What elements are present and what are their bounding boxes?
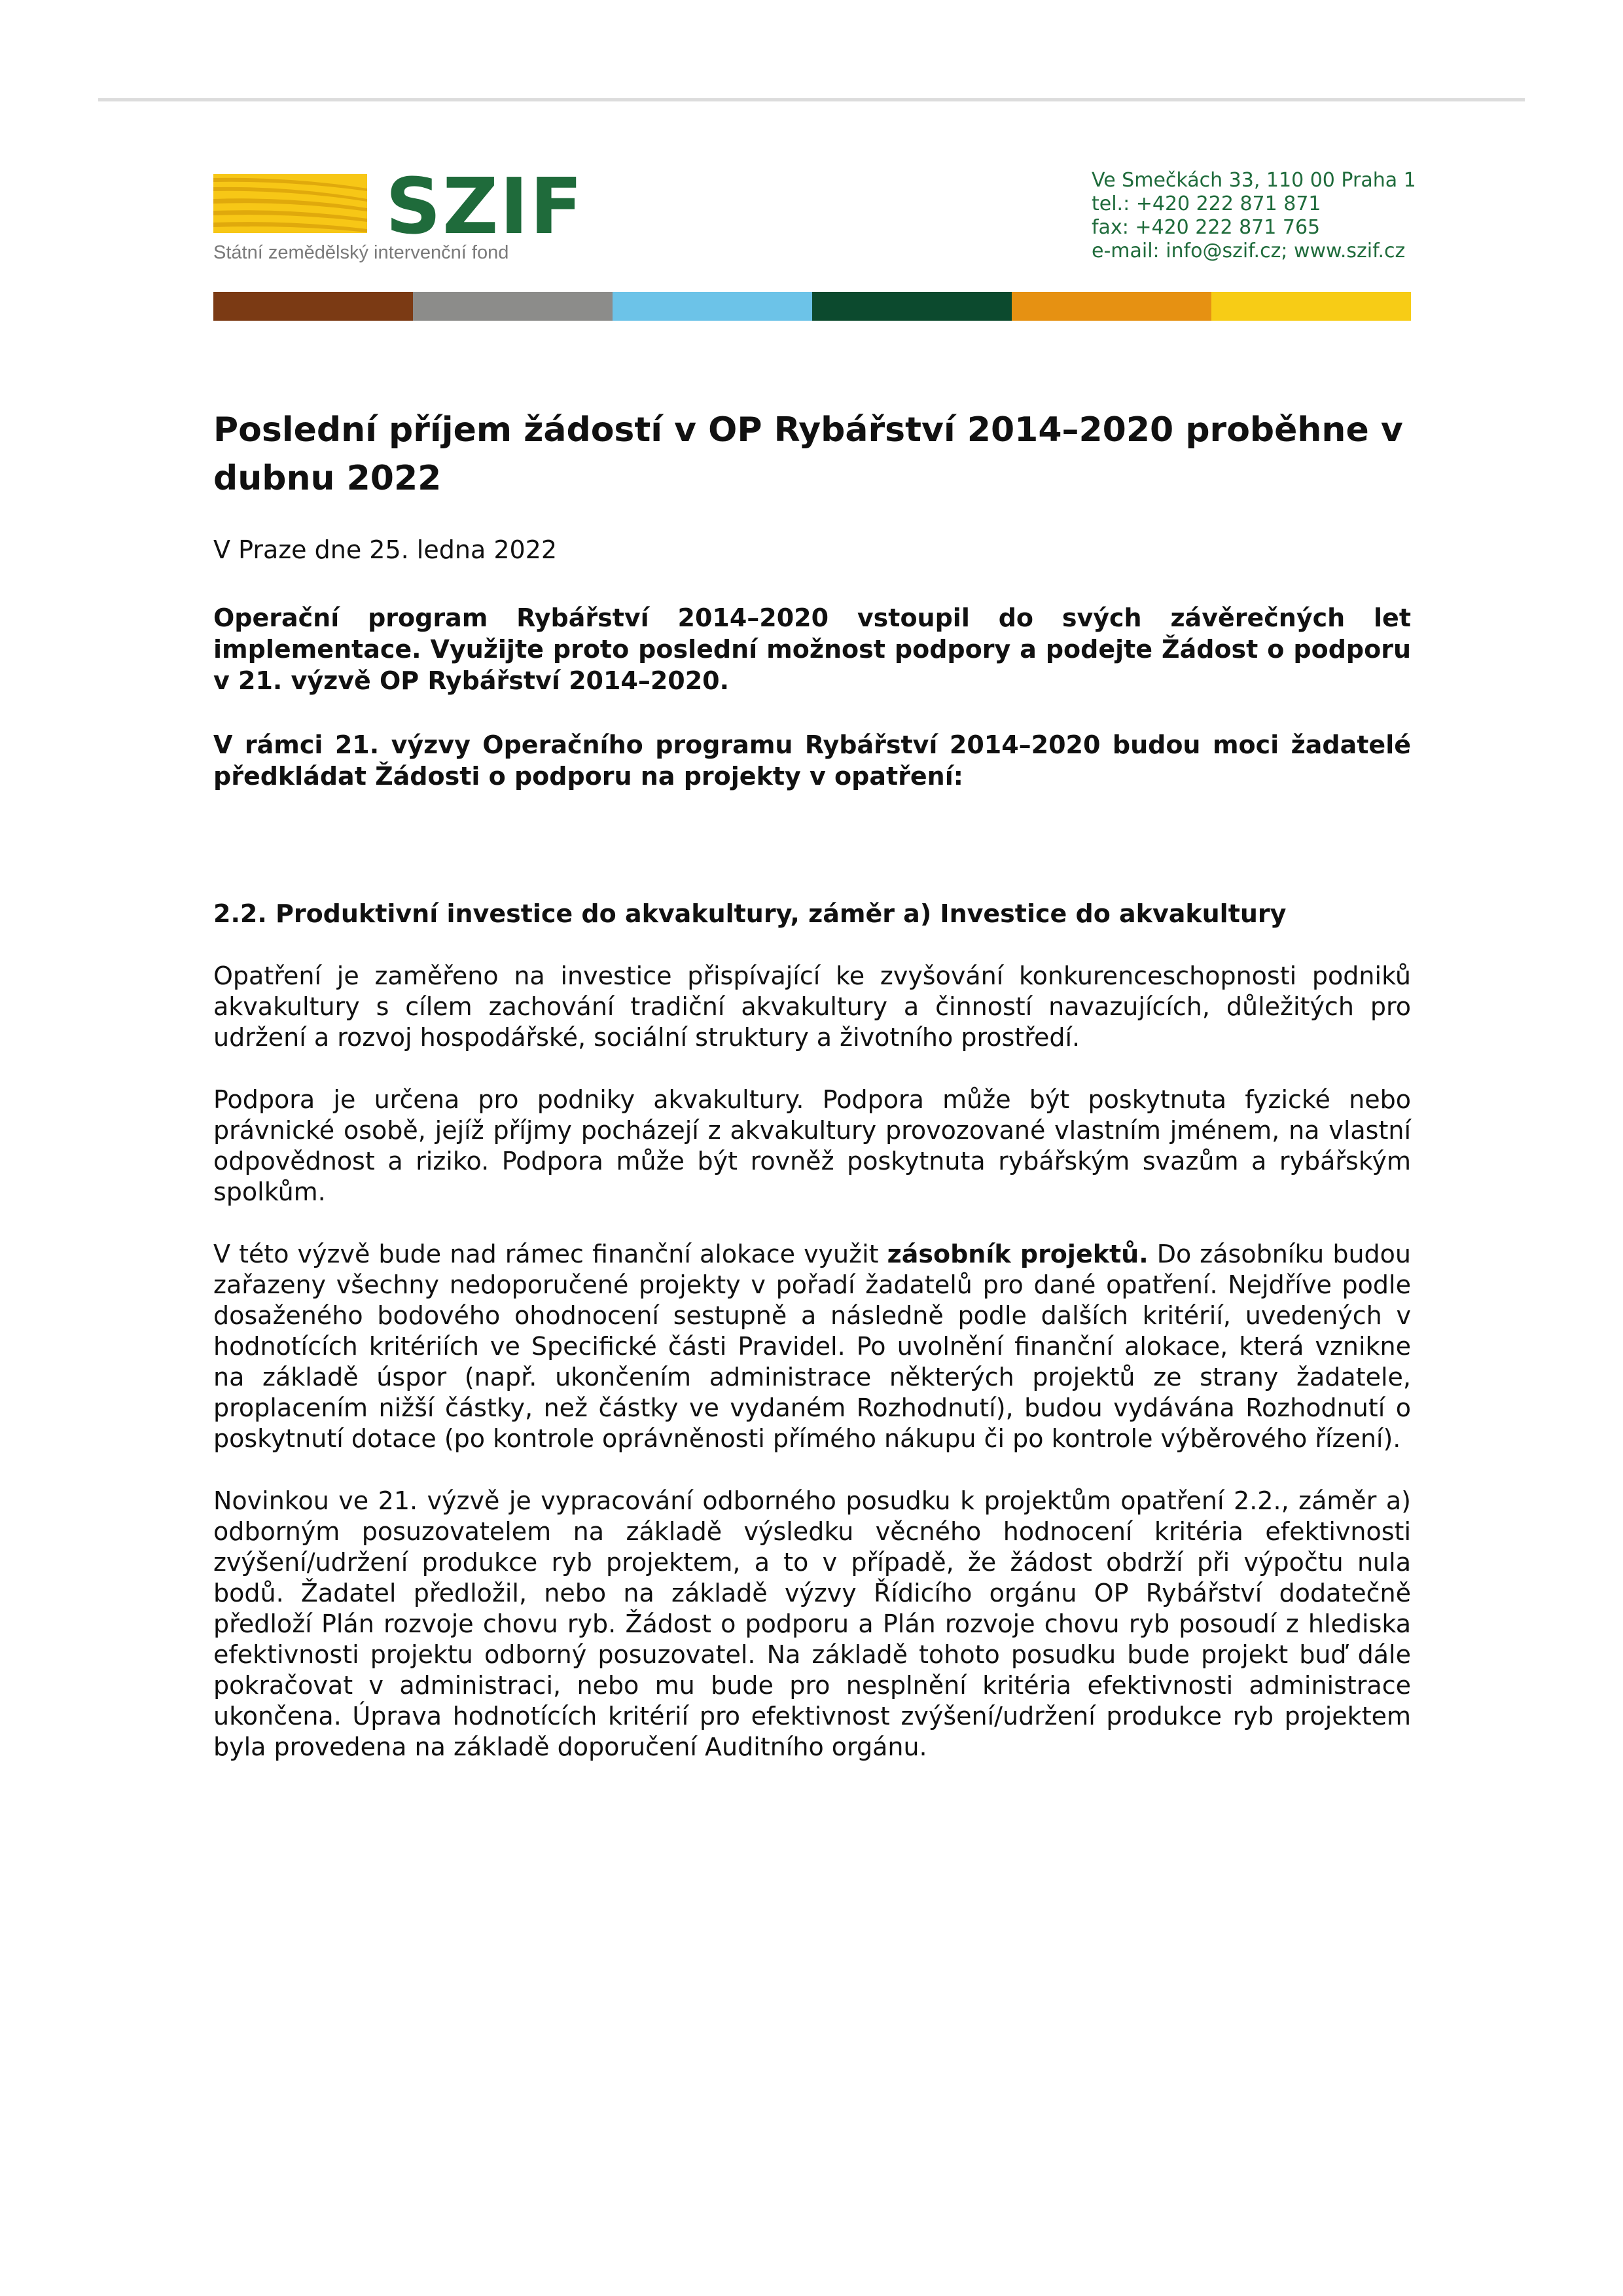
color-segment [413,292,613,321]
paragraph-3-end: Do zásobníku budou zařazeny všechny nedoporučené projekty v pořadí žadatelů pro dané opatření. Nejdříve podle dosaženého bodového ohodnocení sestupně a následně podle dalších kritérií, uvedených v hodnotících kritériích ve Specifické části Pravidel. Po uvolnění finanční alokace, která vznikne na základě úspor (např. ukončením administrace některých projektů ze strany žadatele, proplacením nižší částky, než částky ve vydaném Rozhodnutí), budou vydávána Rozhodnutí o poskytnutí dotace (po kontrole oprávněnosti přímého nákupu či po kontrole výběrového řízení). [213,1240,1411,1453]
color-segment [1012,292,1211,321]
paragraph-4: Novinkou ve 21. výzvě je vypracování odborného posudku k projektům opatření 2.2., záměr a) odborným posuzovatelem na základě výsledku věcného hodnocení kritéria efektivnosti zvýšení/udržení produkce ryb projektem, a to v případě, že žádost obdrží při výpočtu nula bodů. Žadatel předložil, nebo na základě výzvy Řídicího orgánu OP Rybářství dodatečně předloží Plán rozvoje chovu ryb. Žádost o podporu a Plán rozvoje chovu ryb posoudí z hlediska efektivnosti projektu odborný posuzovatel. Na základě tohoto posudku bude projekt buď dále pokračovat v administraci, nebo mu bude pro nesplnění kritéria efektivnosti administrace ukončena. Úprava hodnotících kritérií pro efektivnost zvýšení/udržení produkce ryb projektem byla provedena na základě doporučení Auditního orgánu. [213,1486,1411,1761]
article-lead-second: V rámci 21. výzvy Operačního programu Rybářství 2014–2020 budou moci žadatelé předkládat Žádosti o podporu na projekty v opatření: [213,730,1411,791]
section-heading: 2.2. Produktivní investice do akvakultury, záměr a) Investice do akvakultury [213,899,1287,928]
article-title: Poslední příjem žádostí v OP Rybářství 2014–2020 proběhne v dubnu 2022 [213,410,1403,498]
color-segment [1211,292,1411,321]
article-body [213,406,1411,1763]
paragraph-3 [213,1239,1411,1454]
contact-tel: tel.: +420 222 871 871 [1092,192,1321,215]
color-segment [812,292,1012,321]
contact-fax: fax: +420 222 871 765 [1092,216,1321,239]
top-divider [98,98,1525,101]
paragraph-1: Opatření je zaměřeno na investice přispívající ke zvyšování konkurenceschopnosti podniků akvakultury s cílem zachování tradiční akvakultury a činností navazujících, důležitých pro udržení a rozvoj hospodářské, sociální struktury a životního prostředí. [213,961,1411,1052]
logo-subtitle: Státní zemědělský intervenční fond [213,242,509,263]
logo-wordmark: SZIF [385,161,584,251]
color-segment [613,292,812,321]
color-segment [213,292,413,321]
szif-logo [213,161,584,272]
paragraph-3-bold: zásobník projektů. [887,1240,1149,1268]
contact-email-web: e-mail: info@szif.cz; www.szif.cz [1092,240,1406,262]
article-date: V Praze dne 25. ledna 2022 [213,535,558,564]
paragraph-3-start: V této výzvě bude nad rámec finanční alokace využit [213,1240,887,1268]
paragraph-2: Podpora je určena pro podniky akvakultury. Podpora může být poskytnuta fyzické nebo právnické osobě, jejíž příjmy pocházejí z akvakultury provozované vlastním jménem, na vlastní odpovědnost a riziko. Podpora může být rovněž poskytnuta rybářským svazům a rybářským spolkům. [213,1085,1411,1206]
field-stripes-icon [213,174,367,233]
contact-block [1092,169,1416,263]
color-bar [213,292,1411,321]
contact-address: Ve Smečkách 33, 110 00 Praha 1 [1092,169,1416,192]
article-lead: Operační program Rybářství 2014–2020 vstoupil do svých závěrečných let implementace. Využijte proto poslední možnost podpory a podejte Žádost o podporu v 21. výzvě OP Rybářství 2014–2020. [213,603,1411,695]
